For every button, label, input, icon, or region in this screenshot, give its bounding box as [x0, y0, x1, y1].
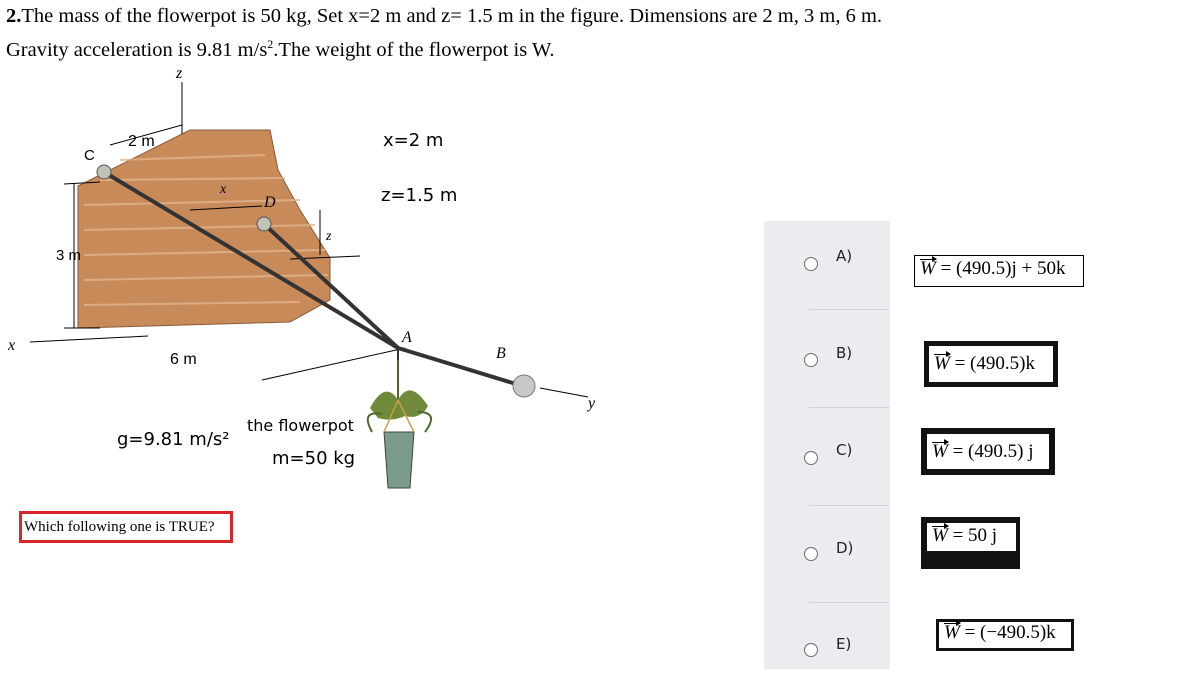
radio-c[interactable] — [804, 451, 818, 465]
answer-a-equation — [914, 255, 1084, 287]
answer-e-lhs: W — [944, 622, 960, 643]
question-line1: The mass of the flowerpot is 50 kg, Set x=2 m and z= 1.5 m in the figure. Dimensions are 2 m, 3 m, 6 m. — [21, 5, 883, 27]
radio-b[interactable] — [804, 353, 818, 367]
option-c-label: C) — [836, 441, 853, 459]
dim-6m-line — [262, 348, 405, 380]
label-axis-y: y — [588, 395, 596, 412]
question-text — [6, 2, 1196, 64]
options-panel — [764, 221, 890, 669]
prompt-box: Which following one is TRUE? — [19, 511, 233, 543]
label-dim-6m: 6 m — [170, 351, 197, 368]
answer-d-equation — [921, 517, 1020, 569]
y-axis-line — [540, 388, 588, 397]
option-d-label: D) — [836, 539, 854, 557]
given-x: x=2 m — [383, 130, 444, 151]
x-axis-line — [30, 336, 148, 342]
label-point-b: B — [496, 345, 506, 362]
label-dim-2m: 2 m — [128, 133, 155, 150]
option-e-label: E) — [836, 635, 852, 653]
separator — [809, 309, 889, 310]
anchor-d — [257, 217, 271, 231]
separator — [809, 505, 889, 506]
anchor-b — [513, 375, 535, 397]
option-a-label: A) — [836, 247, 853, 265]
flowerpot-plant — [368, 360, 431, 488]
answer-b-lhs: W — [934, 353, 950, 374]
answer-c-rhs: = (490.5) j — [947, 441, 1034, 462]
given-mass: m=50 kg — [272, 448, 356, 469]
question-number: 2. — [6, 5, 22, 27]
answer-a-rhs: = (490.5)j + 50k — [935, 258, 1066, 279]
answer-d-lhs: W — [932, 525, 948, 546]
anchor-c — [97, 165, 111, 179]
label-point-d: D — [264, 194, 276, 211]
label-axis-x: x — [8, 337, 16, 354]
answer-a-lhs: W — [920, 258, 936, 279]
answer-e-rhs: = (−490.5)k — [959, 622, 1056, 643]
label-axis-z: z — [176, 65, 183, 82]
answer-c-equation — [921, 428, 1055, 475]
answer-b-rhs: = (490.5)k — [949, 353, 1035, 374]
given-object: the flowerpot — [247, 416, 354, 435]
question-line2-sup: 2 — [267, 37, 274, 51]
answer-c-lhs: W — [932, 441, 948, 462]
label-dim-x: x — [220, 182, 227, 197]
answer-e-equation — [936, 619, 1074, 651]
radio-a[interactable] — [804, 257, 818, 271]
label-point-c: C — [84, 147, 95, 164]
question-line2-post: .The weight of the flowerpot is W. — [273, 38, 555, 61]
answer-b-equation — [924, 341, 1058, 387]
separator — [809, 407, 889, 408]
option-b-label: B) — [836, 344, 853, 362]
radio-e[interactable] — [804, 643, 818, 657]
question-line2-pre: Gravity acceleration is 9.81 m/s — [6, 38, 268, 61]
radio-d[interactable] — [804, 547, 818, 561]
label-point-a: A — [402, 329, 412, 346]
given-g: g=9.81 m/s² — [117, 429, 230, 450]
label-dim-z: z — [326, 229, 332, 244]
label-dim-3m: 3 m — [56, 247, 82, 264]
answer-d-rhs: = 50 j — [947, 525, 998, 546]
separator — [809, 602, 889, 603]
given-z: z=1.5 m — [381, 185, 458, 206]
